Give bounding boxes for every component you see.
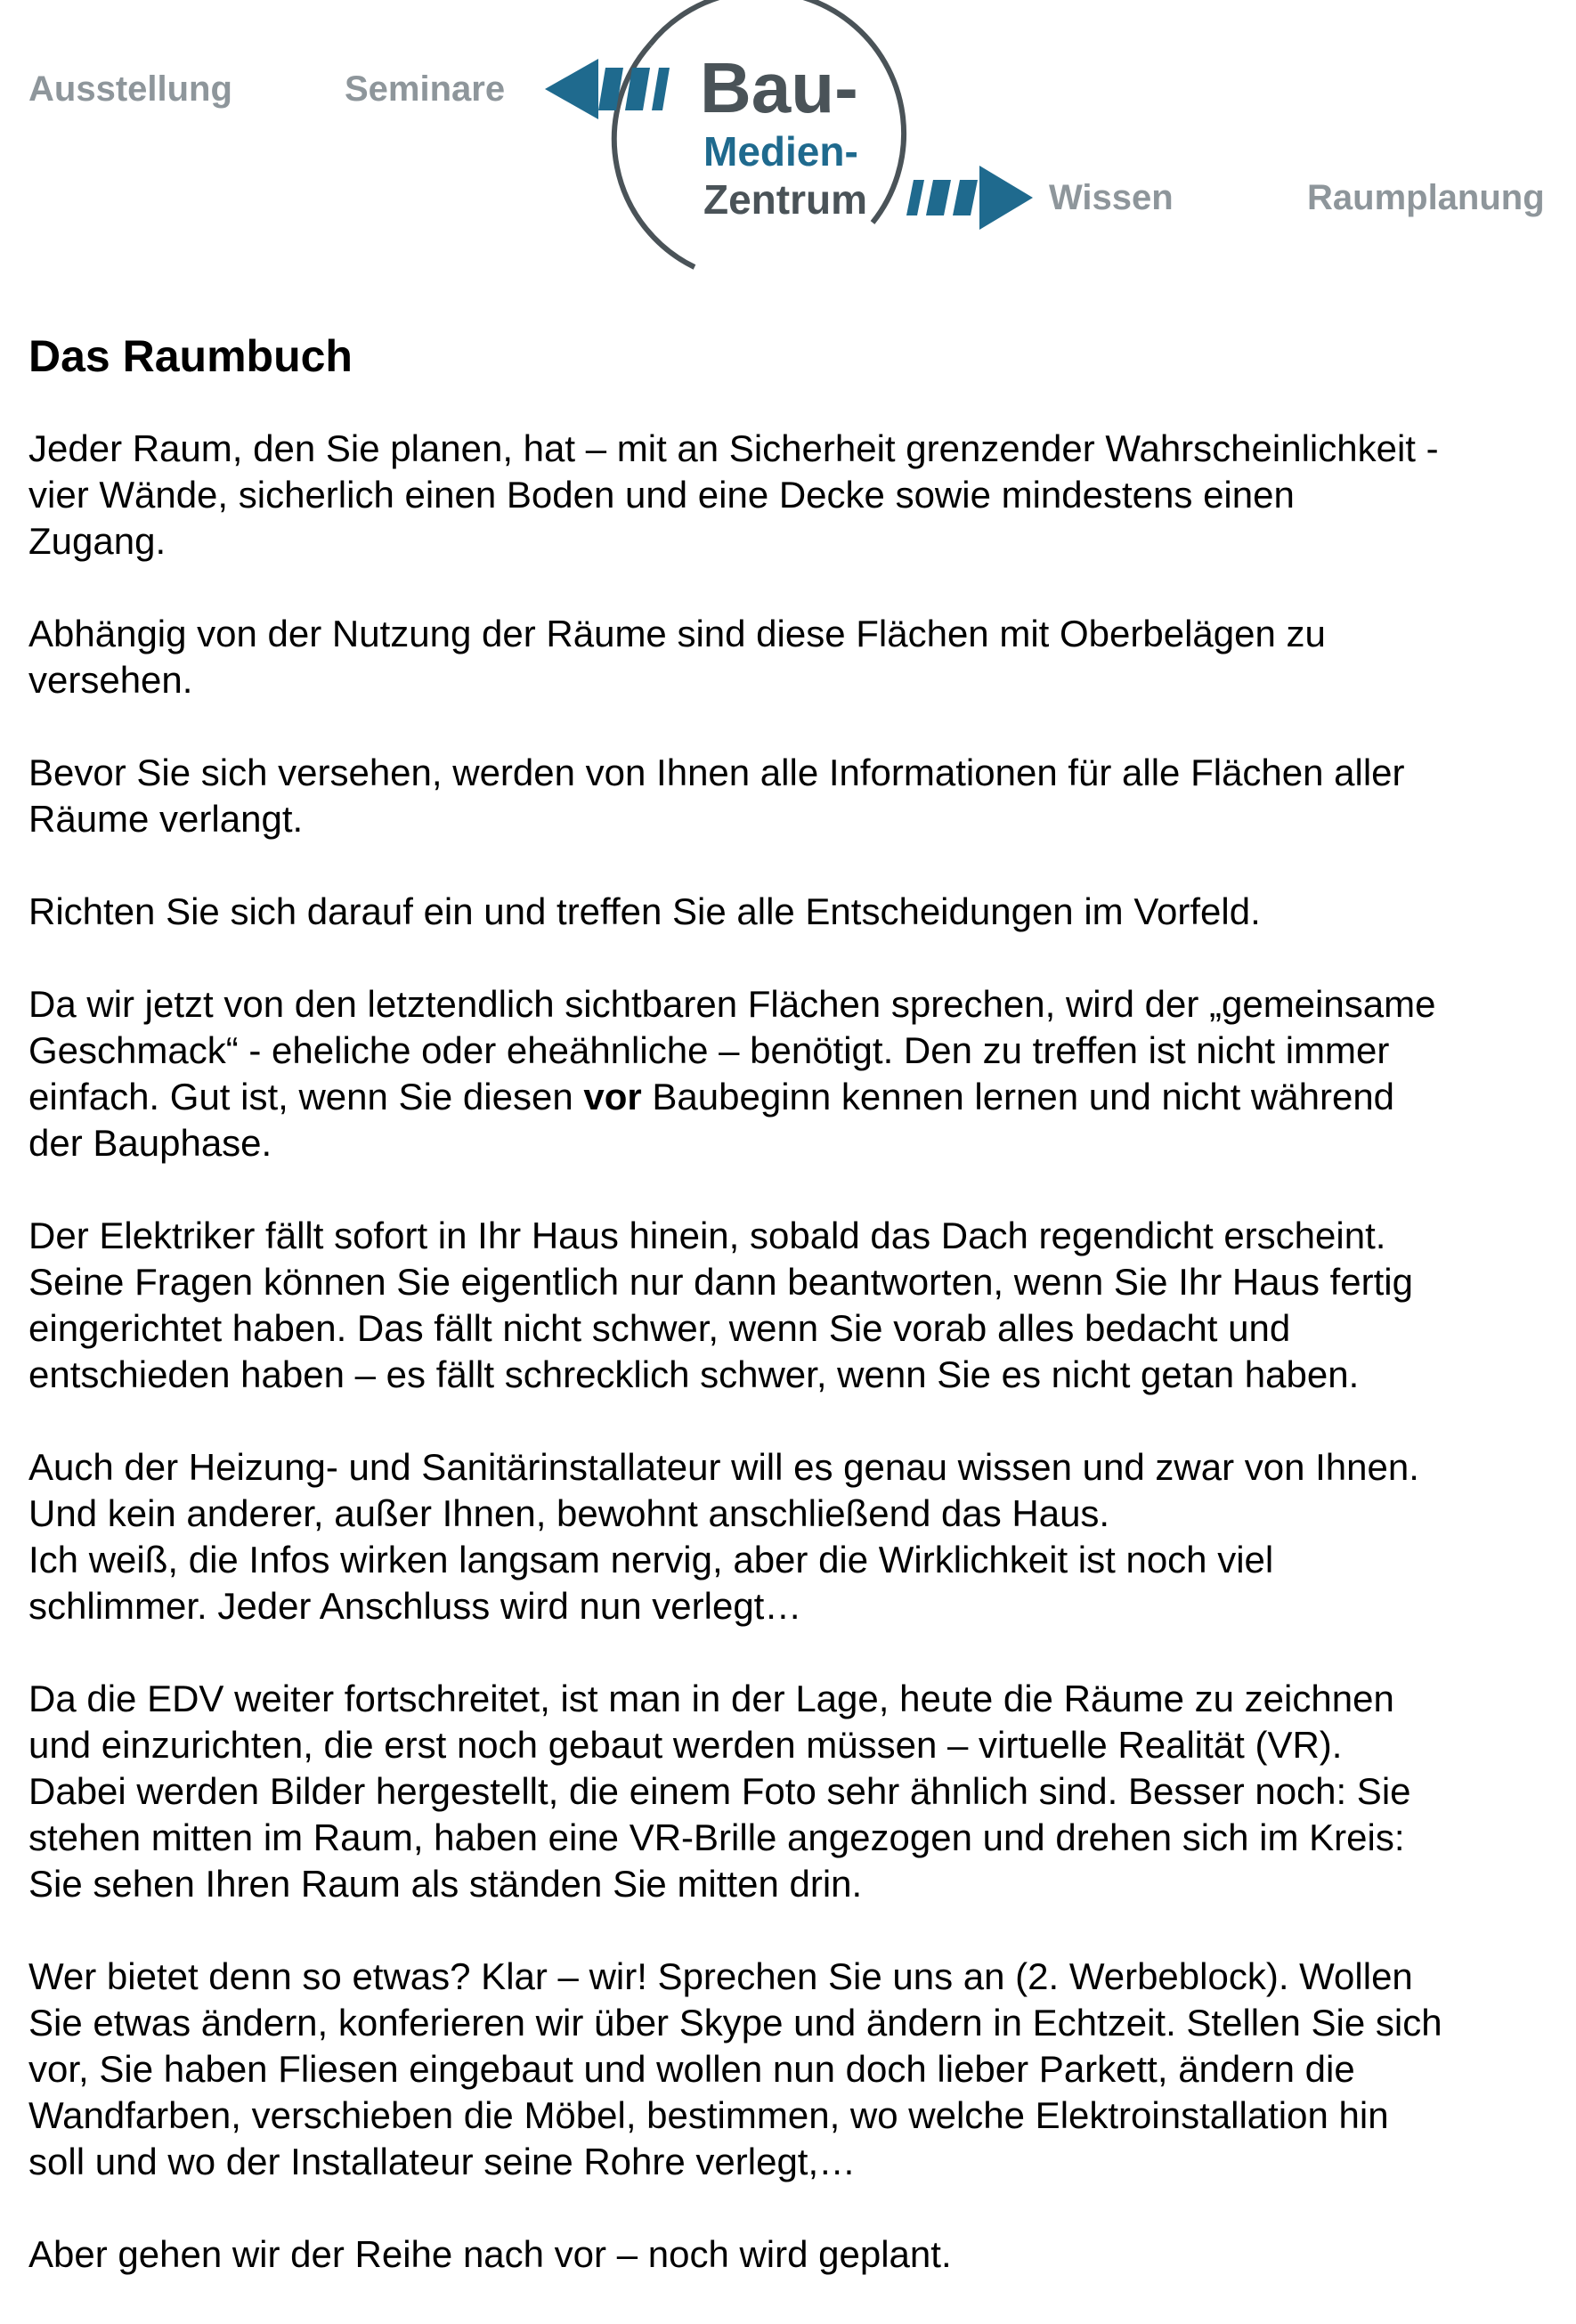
paragraph-line: Richten Sie sich darauf ein und treffen Sie alle Entscheidungen im Vorfeld. (28, 890, 1261, 932)
paragraph-line: Wandfarben, verschieben die Möbel, bestimmen, wo welche Elektroinstallation hin (28, 2094, 1389, 2136)
paragraph-line: Da wir jetzt von den letztendlich sichtbaren Flächen sprechen, wird der „gemeinsame (28, 983, 1436, 1025)
paragraph-5 (28, 981, 1551, 1166)
paragraph-line: Ich weiß, die Infos wirken langsam nervig, aber die Wirklichkeit ist noch viel (28, 1539, 1274, 1580)
paragraph-line: Seine Fragen können Sie eigentlich nur dann beantworten, wenn Sie Ihr Haus fertig (28, 1261, 1413, 1303)
paragraph-line: Aber gehen wir der Reihe nach vor – noch wird geplant. (28, 2233, 952, 2275)
paragraph-line: Sie sehen Ihren Raum als ständen Sie mitten drin. (28, 1863, 863, 1905)
paragraph-line: Da die EDV weiter fortschreitet, ist man in der Lage, heute die Räume zu zeichnen (28, 1678, 1394, 1719)
paragraph-line: Und kein anderer, außer Ihnen, bewohnt anschließend das Haus. (28, 1492, 1110, 1534)
nav-link-raumplanung[interactable]: Raumplanung (1307, 178, 1545, 217)
paragraph-line: Auch der Heizung- und Sanitärinstallateur will es genau wissen und zwar von Ihnen. (28, 1446, 1419, 1488)
paragraph-4 (28, 889, 1551, 935)
paragraph-line: entschieden haben – es fällt schrecklich schwer, wenn Sie es nicht getan haben. (28, 1353, 1360, 1395)
paragraph-3 (28, 750, 1551, 842)
paragraph-line: stehen mitten im Raum, haben eine VR-Brille angezogen und drehen sich im Kreis: (28, 1816, 1405, 1858)
logo-text-bau: Bau- (700, 48, 858, 127)
paragraph-line: soll und wo der Installateur seine Rohre verlegt,… (28, 2141, 857, 2182)
paragraph-line: und einzurichten, die erst noch gebaut werden müssen – virtuelle Realität (VR). (28, 1724, 1343, 1766)
logo-arrow-right-bar (906, 180, 924, 215)
paragraph-7 (28, 1444, 1551, 1629)
paragraph-line: vier Wände, sicherlich einen Boden und eine Decke sowie mindestens einen (28, 474, 1295, 516)
paragraph-line (28, 1074, 1551, 1120)
paragraph-line: eingerichtet haben. Das fällt nicht schwer, wenn Sie vorab alles bedacht und (28, 1307, 1291, 1349)
paragraph-1 (28, 426, 1551, 565)
paragraph-8 (28, 1676, 1551, 1907)
logo-arrow-right-bar (953, 180, 978, 215)
logo-text-zentrum: Zentrum (703, 176, 867, 223)
logo-arrow-left-icon (545, 59, 598, 119)
logo-arrow-right-icon (979, 166, 1033, 230)
paragraph-line: Bevor Sie sich versehen, werden von Ihnen alle Informationen für alle Flächen aller (28, 752, 1405, 793)
page-title: Das Raumbuch (28, 331, 353, 381)
paragraph-line: Jeder Raum, den Sie planen, hat – mit an Sicherheit grenzender Wahrscheinlichkeit - (28, 427, 1439, 469)
document-body (28, 329, 1551, 2324)
bold-word: vor (583, 1076, 642, 1117)
paragraph-line: Der Elektriker fällt sofort in Ihr Haus hinein, sobald das Dach regendicht erscheint. (28, 1215, 1386, 1256)
site-header (0, 0, 1576, 294)
paragraph-line: Wer bietet denn so etwas? Klar – wir! Sprechen Sie uns an (2. Werbeblock). Wollen (28, 1955, 1413, 1997)
paragraph-10 (28, 2231, 1551, 2278)
logo-arrow-left-bar (652, 68, 670, 110)
logo-text-medien: Medien- (703, 128, 858, 175)
paragraph-line: Räume verlangt. (28, 798, 304, 840)
text-segment: einfach. Gut ist, wenn Sie diesen (28, 1076, 584, 1117)
paragraph-line: Geschmack“ - eheliche oder eheähnliche – benötigt. Den zu treffen ist nicht immer (28, 1029, 1390, 1071)
paragraph-6 (28, 1213, 1551, 1398)
paragraph-line: vor, Sie haben Fliesen eingebaut und wollen nun doch lieber Parkett, ändern die (28, 2048, 1355, 2090)
paragraph-line: schlimmer. Jeder Anschluss wird nun verlegt… (28, 1585, 802, 1627)
paragraph-9 (28, 1954, 1551, 2185)
paragraph-line: Abhängig von der Nutzung der Räume sind diese Flächen mit Oberbelägen zu (28, 613, 1326, 654)
text-segment: Baubeginn kennen lernen und nicht während (641, 1076, 1395, 1117)
nav-link-ausstellung[interactable]: Ausstellung (28, 69, 232, 109)
paragraph-line: Dabei werden Bilder hergestellt, die einem Foto sehr ähnlich sind. Besser noch: Sie (28, 1770, 1411, 1812)
nav-link-seminare[interactable]: Seminare (345, 69, 506, 109)
logo-arc-left (614, 45, 695, 267)
paragraph-line: Zugang. (28, 520, 167, 562)
nav-link-wissen[interactable]: Wissen (1049, 178, 1174, 217)
paragraph-line: versehen. (28, 659, 193, 701)
paragraph-2 (28, 611, 1551, 703)
paragraph-line: der Bauphase. (28, 1122, 272, 1164)
logo-arrow-right-bar (926, 180, 951, 215)
bau-medien-zentrum-logo[interactable] (534, 0, 1033, 294)
paragraph-line: Sie etwas ändern, konferieren wir über Skype und ändern in Echtzeit. Stellen Sie sich (28, 2002, 1442, 2044)
logo-graphic (534, 0, 1033, 294)
